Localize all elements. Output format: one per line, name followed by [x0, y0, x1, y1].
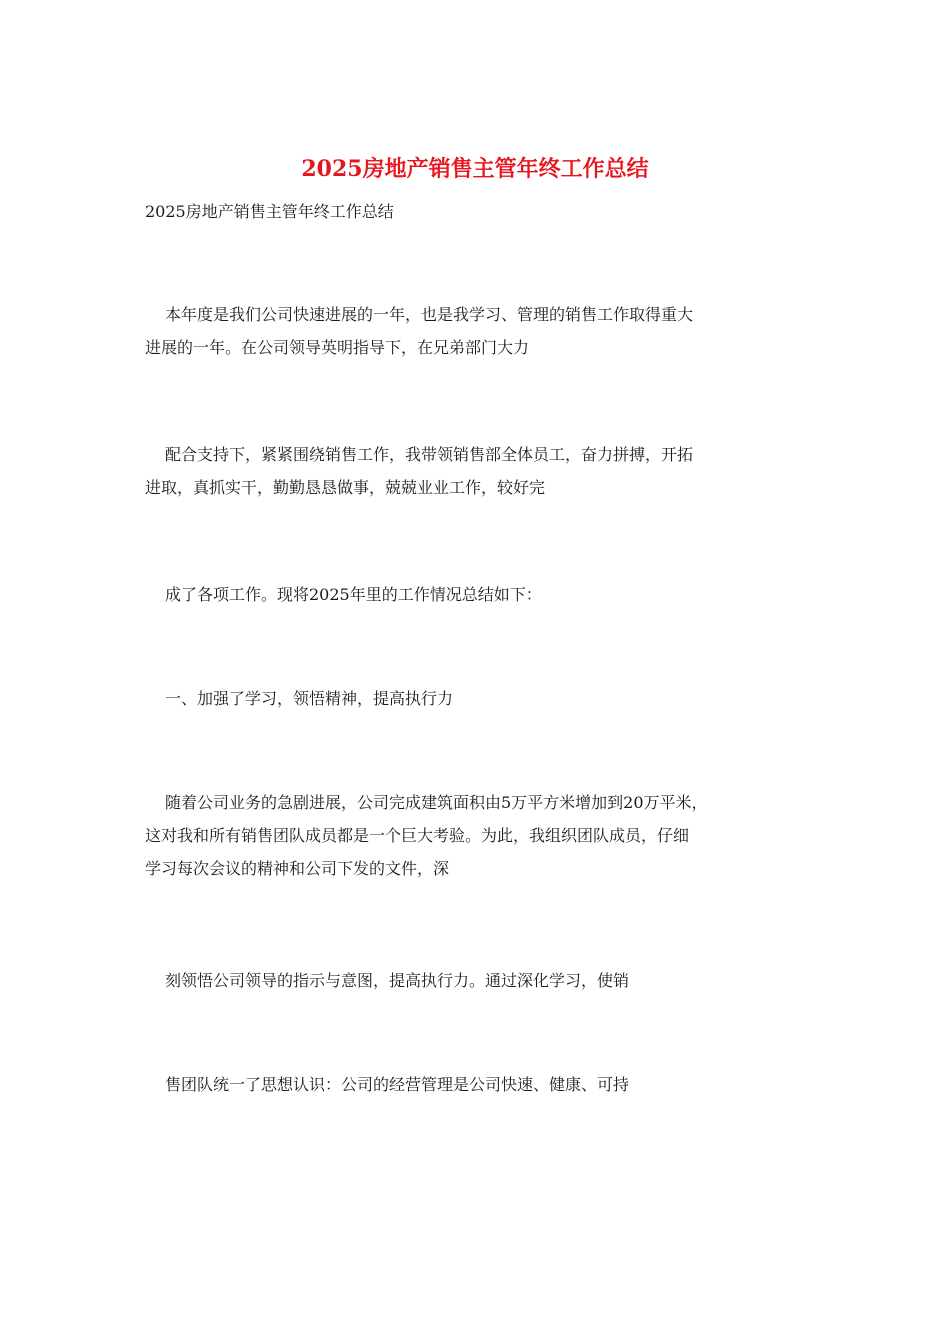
paragraph-5: [145, 964, 815, 997]
paragraph-line: 成了各项工作。现将2025年里的工作情况总结如下：: [165, 585, 542, 604]
paragraph-line: 随着公司业务的急剧进展，公司完成建筑面积由5万平方米增加到20万平米，: [165, 793, 708, 812]
paragraph-line: 一、加强了学习，领悟精神，提高执行力: [165, 689, 454, 708]
paragraph-line: 配合支持下，紧紧围绕销售工作，我带领销售部全体员工，奋力拼搏，开拓: [165, 445, 694, 464]
paragraph-line: 进展的一年。在公司领导英明指导下，在兄弟部门大力: [145, 338, 530, 357]
paragraph-2: [145, 438, 815, 504]
paragraph-6: [145, 1068, 815, 1101]
paragraph-line: 进取，真抓实干，勤勤恳恳做事，兢兢业业工作，较好完: [145, 478, 546, 497]
document-title: 2025房地产销售主管年终工作总结: [301, 156, 649, 182]
paragraph-line: 本年度是我们公司快速进展的一年，也是我学习、管理的销售工作取得重大: [165, 305, 694, 324]
paragraph-line: 售团队统一了思想认识：公司的经营管理是公司快速、健康、可持: [165, 1075, 630, 1094]
paragraph-4: [145, 786, 815, 885]
paragraph-3: [145, 578, 815, 611]
paragraph-1: [145, 298, 815, 364]
section-heading-1: [145, 682, 815, 715]
paragraph-line: 学习每次会议的精神和公司下发的文件，深: [145, 859, 450, 878]
paragraph-line: 这对我和所有销售团队成员都是一个巨大考验。为此，我组织团队成员，仔细: [145, 826, 690, 845]
paragraph-line: 刻领悟公司领导的指示与意图，提高执行力。通过深化学习，使销: [165, 971, 630, 990]
document-subtitle: 2025房地产销售主管年终工作总结: [145, 202, 394, 221]
